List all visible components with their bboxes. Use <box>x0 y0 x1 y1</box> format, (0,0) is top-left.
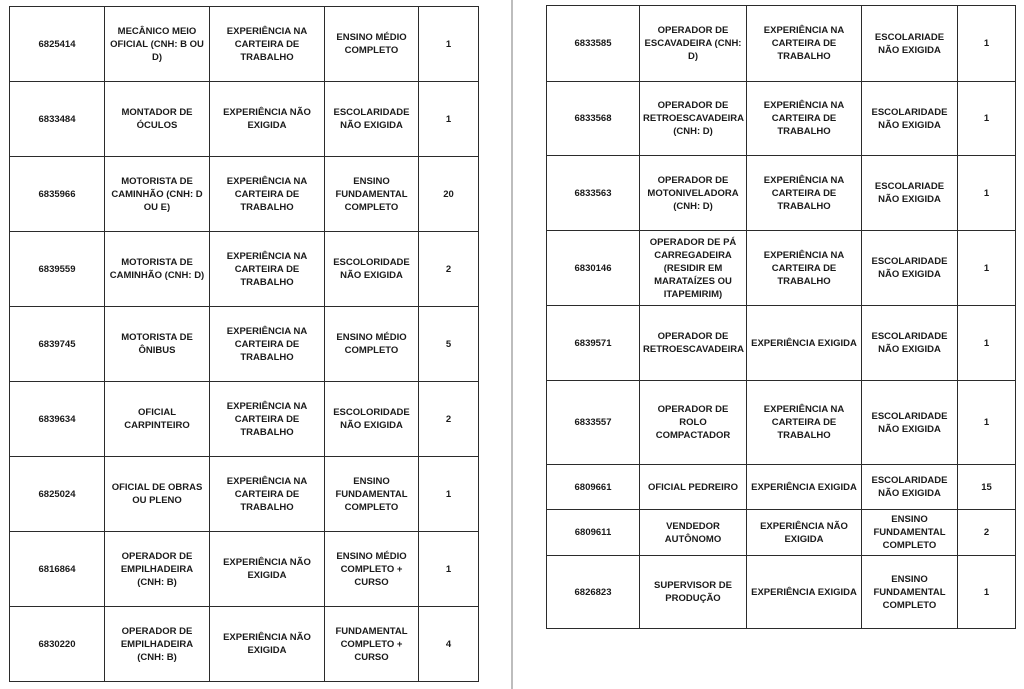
vacancies-cell: 1 <box>958 556 1016 629</box>
job-code-cell: 6833585 <box>547 6 640 82</box>
table-row <box>10 382 479 457</box>
job-code-cell: 6809661 <box>547 465 640 510</box>
education-cell: ENSINO MÉDIO COMPLETO <box>325 7 419 82</box>
vacancies-cell: 1 <box>958 306 1016 381</box>
education-cell: ESCOLARIDADE NÃO EXIGIDA <box>862 306 958 381</box>
vacancies-cell: 1 <box>419 532 479 607</box>
experience-cell: EXPERIÊNCIA NÃO EXIGIDA <box>210 532 325 607</box>
job-code-cell: 6835966 <box>10 157 105 232</box>
experience-cell: EXPERIÊNCIA EXIGIDA <box>747 306 862 381</box>
occupation-cell: OPERADOR DE EMPILHADEIRA (CNH: B) <box>105 532 210 607</box>
vacancies-cell: 1 <box>419 457 479 532</box>
experience-cell: EXPERIÊNCIA NÃO EXIGIDA <box>747 510 862 556</box>
vacancies-cell: 1 <box>419 82 479 157</box>
job-code-cell: 6809611 <box>547 510 640 556</box>
job-table-right-body <box>547 6 1016 629</box>
occupation-cell: OPERADOR DE ESCAVADEIRA (CNH: D) <box>640 6 747 82</box>
vacancies-cell: 2 <box>419 382 479 457</box>
vacancies-cell: 4 <box>419 607 479 682</box>
occupation-cell: MOTORISTA DE CAMINHÃO (CNH: D) <box>105 232 210 307</box>
table-row <box>10 607 479 682</box>
occupation-cell: OPERADOR DE PÁ CARREGADEIRA (RESIDIR EM MARATAÍZES OU ITAPEMIRIM) <box>640 231 747 306</box>
job-code-cell: 6825024 <box>10 457 105 532</box>
table-row <box>10 532 479 607</box>
vacancies-cell: 1 <box>419 7 479 82</box>
experience-cell: EXPERIÊNCIA NA CARTEIRA DE TRABALHO <box>210 7 325 82</box>
vacancies-cell: 15 <box>958 465 1016 510</box>
occupation-cell: OPERADOR DE EMPILHADEIRA (CNH: B) <box>105 607 210 682</box>
job-code-cell: 6839634 <box>10 382 105 457</box>
education-cell: ESCOLARIDADE NÃO EXIGIDA <box>862 381 958 465</box>
vacancies-cell: 20 <box>419 157 479 232</box>
experience-cell: EXPERIÊNCIA NA CARTEIRA DE TRABALHO <box>210 157 325 232</box>
education-cell: ENSINO FUNDAMENTAL COMPLETO <box>325 157 419 232</box>
job-code-cell: 6839571 <box>547 306 640 381</box>
education-cell: ESCOLARIDADE NÃO EXIGIDA <box>862 231 958 306</box>
vacancies-cell: 1 <box>958 6 1016 82</box>
job-code-cell: 6830220 <box>10 607 105 682</box>
education-cell: ESCOLARIADE NÃO EXIGIDA <box>862 156 958 231</box>
experience-cell: EXPERIÊNCIA NA CARTEIRA DE TRABALHO <box>210 232 325 307</box>
job-code-cell: 6833557 <box>547 381 640 465</box>
table-row <box>547 556 1016 629</box>
table-row <box>547 156 1016 231</box>
table-row <box>10 232 479 307</box>
education-cell: ESCOLARIDADE NÃO EXIGIDA <box>325 82 419 157</box>
occupation-cell: OFICIAL DE OBRAS OU PLENO <box>105 457 210 532</box>
experience-cell: EXPERIÊNCIA NÃO EXIGIDA <box>210 607 325 682</box>
vacancies-cell: 2 <box>958 510 1016 556</box>
job-code-cell: 6825414 <box>10 7 105 82</box>
experience-cell: EXPERIÊNCIA NA CARTEIRA DE TRABALHO <box>747 156 862 231</box>
education-cell: ENSINO FUNDAMENTAL COMPLETO <box>862 510 958 556</box>
education-cell: ENSINO FUNDAMENTAL COMPLETO <box>325 457 419 532</box>
table-row <box>547 6 1016 82</box>
table-row <box>10 82 479 157</box>
job-code-cell: 6830146 <box>547 231 640 306</box>
vacancies-cell: 1 <box>958 82 1016 156</box>
job-code-cell: 6816864 <box>10 532 105 607</box>
job-code-cell: 6839559 <box>10 232 105 307</box>
table-row <box>10 307 479 382</box>
job-code-cell: 6833563 <box>547 156 640 231</box>
table-row <box>10 457 479 532</box>
occupation-cell: OFICIAL CARPINTEIRO <box>105 382 210 457</box>
occupation-cell: MECÂNICO MEIO OFICIAL (CNH: B OU D) <box>105 7 210 82</box>
table-row <box>547 306 1016 381</box>
job-table-left <box>9 6 479 682</box>
occupation-cell: OFICIAL PEDREIRO <box>640 465 747 510</box>
job-code-cell: 6826823 <box>547 556 640 629</box>
table-row <box>547 510 1016 556</box>
experience-cell: EXPERIÊNCIA NA CARTEIRA DE TRABALHO <box>210 457 325 532</box>
occupation-cell: SUPERVISOR DE PRODUÇÃO <box>640 556 747 629</box>
experience-cell: EXPERIÊNCIA NA CARTEIRA DE TRABALHO <box>210 382 325 457</box>
experience-cell: EXPERIÊNCIA NA CARTEIRA DE TRABALHO <box>747 231 862 306</box>
job-code-cell: 6839745 <box>10 307 105 382</box>
occupation-cell: OPERADOR DE RETROESCAVADEIRA <box>640 306 747 381</box>
education-cell: ESCOLARIADE NÃO EXIGIDA <box>862 6 958 82</box>
experience-cell: EXPERIÊNCIA EXIGIDA <box>747 556 862 629</box>
experience-cell: EXPERIÊNCIA NÃO EXIGIDA <box>210 82 325 157</box>
job-table-left-body <box>10 7 479 682</box>
occupation-cell: MOTORISTA DE ÔNIBUS <box>105 307 210 382</box>
occupation-cell: OPERADOR DE MOTONIVELADORA (CNH: D) <box>640 156 747 231</box>
education-cell: ESCOLORIDADE NÃO EXIGIDA <box>325 382 419 457</box>
table-row <box>10 7 479 82</box>
job-code-cell: 6833568 <box>547 82 640 156</box>
job-table-right <box>546 5 1016 629</box>
occupation-cell: VENDEDOR AUTÔNOMO <box>640 510 747 556</box>
vacancies-cell: 5 <box>419 307 479 382</box>
table-row <box>547 381 1016 465</box>
experience-cell: EXPERIÊNCIA NA CARTEIRA DE TRABALHO <box>747 82 862 156</box>
vacancies-cell: 1 <box>958 231 1016 306</box>
experience-cell: EXPERIÊNCIA EXIGIDA <box>747 465 862 510</box>
education-cell: ESCOLORIDADE NÃO EXIGIDA <box>325 232 419 307</box>
vacancies-cell: 1 <box>958 156 1016 231</box>
table-row <box>547 82 1016 156</box>
table-row <box>547 465 1016 510</box>
experience-cell: EXPERIÊNCIA NA CARTEIRA DE TRABALHO <box>747 381 862 465</box>
education-cell: ENSINO MÉDIO COMPLETO <box>325 307 419 382</box>
experience-cell: EXPERIÊNCIA NA CARTEIRA DE TRABALHO <box>747 6 862 82</box>
experience-cell: EXPERIÊNCIA NA CARTEIRA DE TRABALHO <box>210 307 325 382</box>
education-cell: ESCOLARIDADE NÃO EXIGIDA <box>862 465 958 510</box>
occupation-cell: OPERADOR DE RETROESCAVADEIRA (CNH: D) <box>640 82 747 156</box>
table-row <box>10 157 479 232</box>
occupation-cell: MONTADOR DE ÓCULOS <box>105 82 210 157</box>
page-divider <box>511 0 513 689</box>
education-cell: FUNDAMENTAL COMPLETO + CURSO <box>325 607 419 682</box>
vacancies-cell: 2 <box>419 232 479 307</box>
occupation-cell: OPERADOR DE ROLO COMPACTADOR <box>640 381 747 465</box>
occupation-cell: MOTORISTA DE CAMINHÃO (CNH: D OU E) <box>105 157 210 232</box>
job-code-cell: 6833484 <box>10 82 105 157</box>
education-cell: ESCOLARIDADE NÃO EXIGIDA <box>862 82 958 156</box>
education-cell: ENSINO FUNDAMENTAL COMPLETO <box>862 556 958 629</box>
vacancies-cell: 1 <box>958 381 1016 465</box>
table-row <box>547 231 1016 306</box>
education-cell: ENSINO MÉDIO COMPLETO + CURSO <box>325 532 419 607</box>
